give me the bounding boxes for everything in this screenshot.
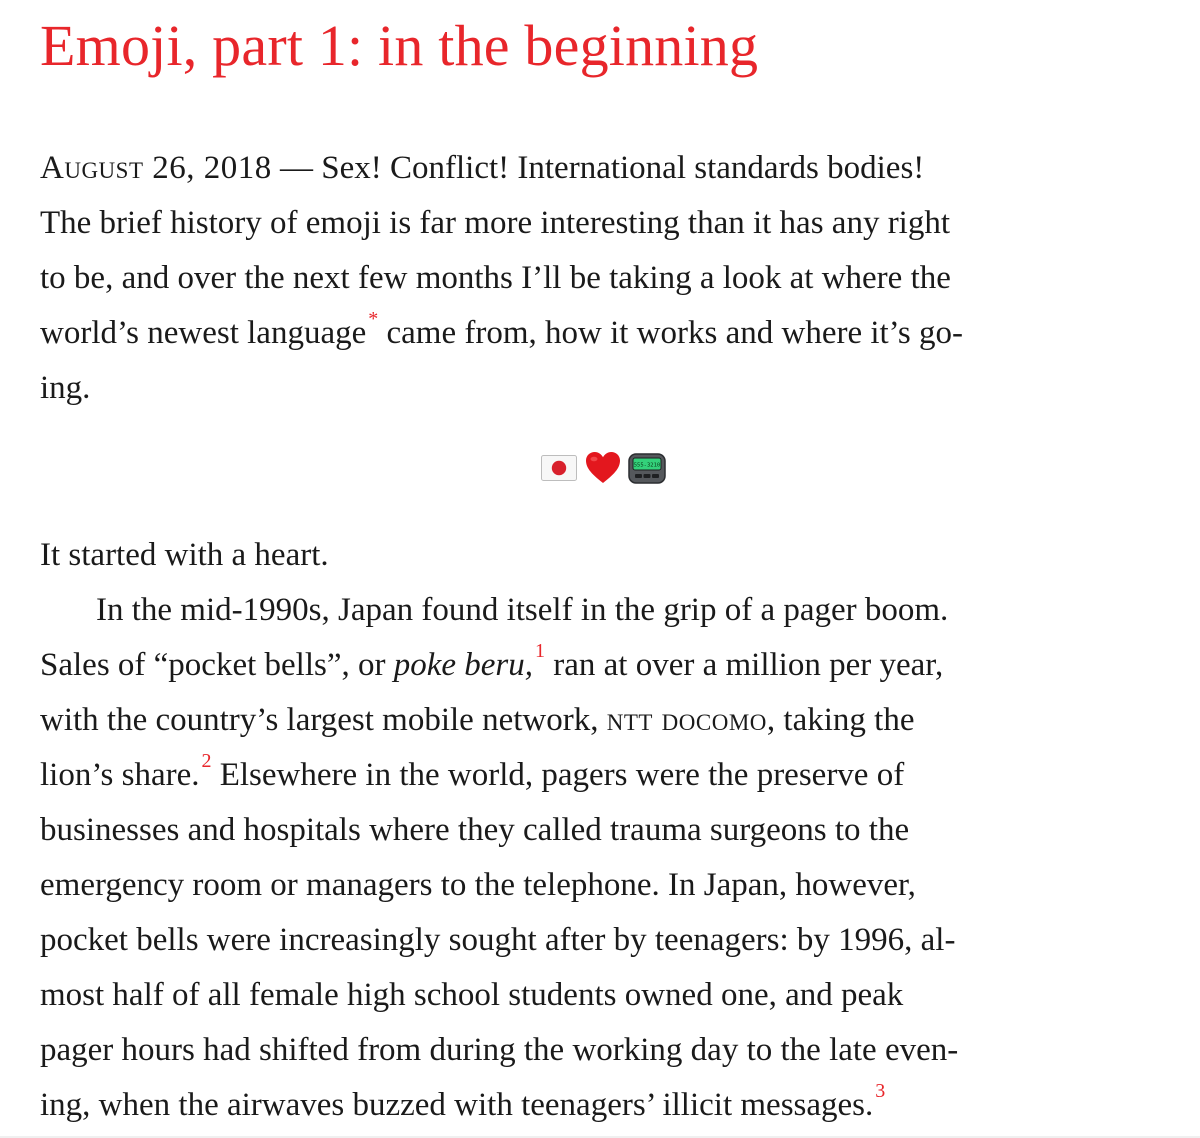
body-text: Elsewhere in the world, pagers were the preserve of — [211, 757, 905, 793]
intro-line — [40, 308, 963, 357]
intro-text: came from, how it works and where it’s go- — [378, 315, 963, 351]
body-line: emergency room or managers to the telephone. In Japan, however, — [40, 867, 916, 903]
japanese-flag-icon — [540, 449, 578, 487]
emoji-ornament — [540, 446, 666, 490]
body-line: In the mid-1990s, Japan found itself in the grip of a pager boom. — [96, 592, 949, 628]
intro-line: ing. — [40, 370, 91, 406]
body-line: It started with a heart. — [40, 537, 329, 573]
body-smallcaps-term: ntt docomo — [606, 702, 767, 738]
footnote-link-2[interactable]: 2 — [201, 750, 212, 772]
body-text: , taking the — [766, 702, 915, 738]
sidenote-asterisk-link[interactable]: * — [368, 308, 379, 330]
date-dash: — — [271, 150, 322, 186]
intro-text: Sex! Conflict! International standards bodies! — [321, 150, 925, 186]
body-text: with the country’s largest mobile network, — [40, 702, 607, 738]
body-line: most half of all female high school students owned one, and peak — [40, 977, 904, 1013]
body-text: ran at over a million per year, — [545, 647, 944, 683]
body-italic-term: poke beru, — [393, 647, 534, 683]
pager-screen-text: 555-3210 — [633, 462, 661, 469]
intro-text: world’s newest language — [40, 315, 367, 351]
article-date: August 26, 2018 — [40, 150, 272, 186]
body-text: Sales of “pocket bells”, or — [40, 647, 394, 683]
pager-icon — [628, 449, 666, 487]
footnote-link-1[interactable]: 1 — [535, 640, 546, 662]
intro-line: The brief history of emoji is far more interesting than it has any right — [40, 205, 951, 241]
body-line: pager hours had shifted from during the working day to the late even- — [40, 1032, 959, 1068]
body-line: businesses and hospitals where they called trauma surgeons to the — [40, 812, 910, 848]
body-line: pocket bells were increasingly sought after by teenagers: by 1996, al- — [40, 922, 956, 958]
body-text: lion’s share. — [40, 757, 200, 793]
red-heart-icon — [584, 449, 622, 487]
body-line — [40, 640, 944, 689]
body-line — [40, 750, 905, 799]
article-title: Emoji, part 1: in the beginning — [40, 13, 759, 78]
intro-line: to be, and over the next few months I’ll be taking a look at where the — [40, 260, 951, 296]
body-text: ing, when the airwaves buzzed with teenagers’ illicit messages. — [40, 1087, 874, 1123]
intro-line — [40, 148, 924, 188]
body-line — [40, 700, 914, 740]
body-line — [40, 1080, 886, 1129]
footnote-link-3[interactable]: 3 — [875, 1080, 886, 1102]
